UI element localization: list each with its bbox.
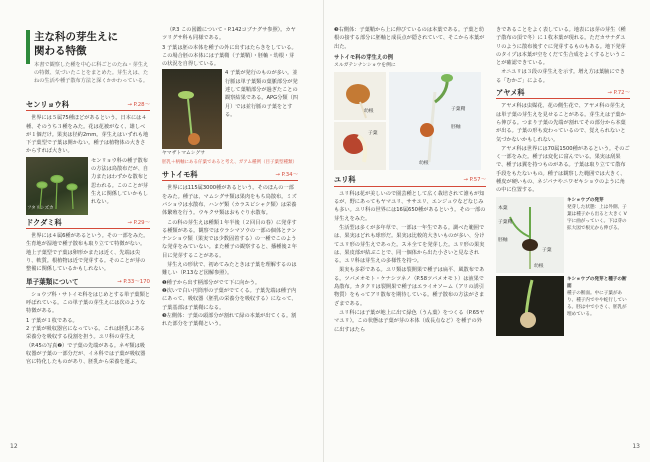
- yamazato-note: 胚乳＋柄軸にある仔葉であると考え、ガアム種例（目子葉型種類）: [162, 159, 297, 165]
- senryo-ref[interactable]: → P.28〜: [127, 102, 150, 108]
- tanshiyo-item-1: 1 子葉が１枚である。: [26, 317, 78, 324]
- label-yokon-2: 幼根: [419, 161, 429, 167]
- page-number-left: 12: [10, 443, 18, 450]
- kishoubu-photo-1: [496, 197, 564, 273]
- kishoubu-label-yokon: 幼根: [534, 263, 544, 269]
- yuri-text: ユリ科は花が美しいので園芸種として広く栽培されて誰もが知るが、野にあってもヤマユリ、ササユリ、エンジュウなどなじみも多い。ユリ科の世界には16属650種があるという。その一部の芽生えをみた。: [334, 190, 486, 222]
- label-haijiku: 胚軸: [451, 125, 461, 131]
- satoimo-step-3: ❸左側体：子葉の頭部分が割れて緑の本葉が出てくる。割れた部分を子葉鞘という。: [162, 312, 297, 328]
- label-shiyoushou: 子葉鞘: [451, 107, 466, 113]
- figure-title: サトイモ科の芽生えの例: [334, 54, 394, 61]
- ayame-header: [496, 89, 630, 99]
- tanshiyo-text: ショウブ科・サトイモ科をはじめとする単子葉類と呼ばれている。この単子葉の芽生えには次のような特徴がある。: [26, 291, 150, 315]
- mid-top-text: （P.3 この図鑑について・P.142コブナグサ参照）。カヤツリグサ科も同様である。: [162, 27, 296, 42]
- kishoubu-illustration-2: [496, 276, 564, 336]
- senryo-header: [26, 101, 150, 111]
- middle-column: [162, 26, 298, 328]
- title-accent-bar: [26, 30, 30, 64]
- tanshiyo-item-2: 2 子葉が吸収器官になっている。これは胚乳にある栄養分を吸収する役割を担う。ユリ科の芽生え（P.45の写真❷）で子葉の先端がある。ネギ類は吸収器が子葉の一部分だが、イネ科では子葉が吸収器官に特化したものがあり、胚乳から栄養を運ぶ。: [26, 326, 146, 366]
- senryo-photo-caption: フタリシズカ: [27, 205, 54, 211]
- kishoubu-caption-1: [567, 197, 630, 273]
- yuri-header: [334, 176, 486, 186]
- dokudami-header: [26, 219, 150, 229]
- kishoubu-label-shiyoushou: 子葉鞘: [498, 219, 513, 225]
- figure-photos: [334, 72, 486, 170]
- kishoubu-label-shiyou: 子葉: [542, 247, 552, 253]
- yuri-title: ユリ科: [334, 175, 356, 185]
- right-column-1: [334, 26, 486, 335]
- yuri-text-2: 生活型は多くが多年草で、一部は一年生である。調べた範囲では、果実はどれも球形だ。果実は比較的大きいものが多い、分けてユリ形の芽生えであった。スネ全てを発芽した。ユリ形の果実は、果皮部が結ぶことで、同一個体から出た小さいと見なされる。ユリ科は芽生えの多様性を持つ。: [334, 224, 485, 265]
- satoimo-ref[interactable]: → P.34〜: [275, 172, 298, 179]
- satoimo-text: 世界には115属3000種があるという。そのほんの一部をみた。種子は、マムシグサ類は果肉をもち鳥散布。ミズバショウは水散布、ハンゲ類（カラスビシャク類）は栄養体繁殖を行う。ウキクサ類はおもぐり水散布。: [162, 185, 297, 217]
- figure-subtitle: スルガテンナンショウを例に: [334, 63, 396, 69]
- kishoubu-label-honyo: 本葉: [498, 205, 508, 211]
- yuri-text-3: 果実も多彩である。ユリ類は裂開果で種子は扁平、風散布である。ツバメオモト・ケナシツネノ（P.58ツバメオモト）は液果で鳥散布。カタクリは裂開果で種子はエライオソーム（アリの誘引物質）をもってアリ散布を期待している。種子散布の方法がさまざまである。: [334, 267, 485, 307]
- tanshiyo-header: [26, 278, 150, 288]
- intro-text: 本書で観察した種を中心に科ごとのたね・芽生えの特徴、気づいたことをまとめた。芽生えは、たねの生活や種子散布方法と深くかかわっている。: [34, 62, 149, 84]
- kishoubu-block-1: [496, 197, 630, 273]
- yamazato-photo: [162, 69, 222, 149]
- left-page: [0, 0, 324, 462]
- col2-text-2: オニユリは３段の芽生えを示す。増え方は葉腋にできる「むかご」による。: [496, 69, 625, 84]
- kishoubu-caption-text: 発芽した状態：上は外側、子葉は種子から出ると大きく V 字に曲がっていく。下は芽の拡大図で根元から伸びる。: [567, 204, 627, 231]
- right-column-2: [496, 26, 630, 336]
- sprout-illustration: [162, 69, 222, 149]
- dokudami-ref[interactable]: → P.29〜: [127, 219, 150, 226]
- yamazato-caption: ヤマザトマムシグサ: [162, 151, 206, 157]
- tanshiyo-title: 単子葉類について: [26, 277, 79, 286]
- col2-top-text: きであることをよく表している。地表には芽の芽生（種子散布の頂で冬）に１枚本葉が現れる。ただカサナダユリのように散布後すぐに発芽するものもある。地下発芽のタイプは本葉が空をくだて生合成をよくするということが確認できている。: [496, 27, 626, 67]
- right-page: [324, 0, 650, 462]
- satoimo-step-1: ❶種子から出す柄部分がでて下に向かう。: [162, 279, 261, 286]
- tanshiyo-ref[interactable]: → P.33〜170: [117, 278, 150, 285]
- mid-item-3: 3 子葉は胚の本体を種子の外に出すはたらきをしている。この場合胚の本体には子葉鞘（子葉鞘）・胚軸・幼根・芽の状況を自得している。: [162, 44, 297, 68]
- label-yokon-1: 幼根: [364, 109, 374, 115]
- seedling-illustration-2: [389, 72, 481, 170]
- title-line-2: 関わる特徴: [34, 45, 87, 57]
- page-title: [34, 30, 118, 58]
- seed-illustration-2: [334, 122, 386, 170]
- satoimo-step-2: ❷次いで白い円筒形の子葉がでてくる。子葉先端は種子内にあって、吸収器（胚乳の栄養分を吸収する）になって、子葉基部は子葉鞘になる。: [162, 287, 297, 311]
- kishoubu-caption2-text: 種子の断面。中に子葉があり、種子内でやや蛇行している。胚は中で小さく、胚乳が埋めている。: [567, 290, 627, 317]
- senryo-text-2: センリョウ科の種子散布の方法は鳥散布だが、自力またはわずかな散布と思われる。このことが芽生えに関係していかもしれない。: [91, 157, 149, 206]
- ayame-ref[interactable]: → P.72〜: [607, 90, 630, 97]
- mid-item-4: 4 子葉が発行のものが多い。並行脈は単子葉類の葉脈部分が発達して葉鞘部分が過ぎたことの観察結果である。APG分類（四月）では並行脈の子葉をとする。: [225, 70, 298, 118]
- satoimo-header: [162, 171, 298, 181]
- kishoubu-block-2: [496, 276, 630, 336]
- figure-left-stack: [334, 72, 386, 170]
- kishoubu-caption-2: [567, 276, 630, 336]
- kishoubu-caption2-title: キショウブの発芽と種子の断面: [567, 276, 627, 289]
- label-shiyou: 子葉: [368, 131, 378, 137]
- kishoubu-caption-title: キショウブの発芽: [567, 197, 604, 203]
- page-number-right: 13: [632, 443, 640, 450]
- kishoubu-photo-2: [496, 276, 564, 336]
- satoimo-text-2: この科の芽生えは種類１年半後（２回目の春）に発芽する種類がある。観察ではウラシマソウの一部の個体とテンナンショウ類（果実では少数固着する）の一種でこのような発芽をみていない。また種子の観察すると、播種後２年目に発芽することがある。: [162, 219, 297, 259]
- dokudami-text: 世界には４属6種があるという。その一部をみた。生育地が湿地で種子散布も取り立てて特徴がない。地上子葉型で子葉は卵形かまたは近く、先端は尖り、軟質。根植物は近で発芽する。そのことが芽の整備に関係しているかもしれない。: [26, 233, 149, 273]
- ayame-text-2: アヤメ科は世界には70属1500種があるという。そのごく一部をみた。種子は変化に富んでいる。果実は刮果で、種子は翼を持つものがある。子葉は取り立てて散布手段をもたないもの。種子は観察した範囲では大きく、種皮が硬いもの、ネジバナやニワゼキショウのように角の中に位置する。: [496, 145, 630, 194]
- seedling-photo: [389, 72, 481, 170]
- seed-photo-1: [334, 72, 386, 120]
- kishoubu-label-haijiku: 胚軸: [498, 237, 508, 243]
- seed-illustration-1: [334, 72, 386, 120]
- yuri-text-4: ユリ科には子葉が地上に出て緑色（うん葉）をつくる（P.65ヤマユリ）。この状態は子葉が芽の本体（成長点など）を種子の外に出すはたら: [334, 309, 485, 333]
- senryo-title: センリョウ科: [26, 100, 69, 109]
- col1-top-text: ❸右側体：子葉鞘から上に伸びているのは本葉である。子葉と幼根の接する部分に胚軸と成長点が隠されていて、そこから本葉が出た。: [334, 27, 485, 50]
- left-column: [26, 98, 150, 367]
- satoimo-text-3: 芽生えの形状で、初めてみたときは子葉を理解するのは難しい（P.13など図解参照）。: [162, 262, 297, 277]
- title-line-1: 主な科の芽生えに: [34, 31, 118, 43]
- yuri-ref[interactable]: → P.57〜: [463, 177, 486, 184]
- dokudami-title: ドクダミ科: [26, 217, 62, 227]
- senryo-text: 世界には５属75種ほどがあるという。日本には４種、そのうち３種をみた。花は花被がなく、雄しべが１個だけ。果実は径約2mm。芽生えはいずれも地下子葉型で子葉は開かない。種子は植物体の大きさからすれば大きい。: [26, 115, 149, 155]
- senryo-photo: [26, 157, 88, 215]
- seed-photo-2: [334, 122, 386, 170]
- ayame-text: アヤメ科は虫媒花、花の側生花で、アヤメ科の芽生えは単子葉の芽生えを見せることがある。芽生えは子葉から伸びる。つまり子葉の先端が割れてその部分から本葉が出る。子葉の形も変わっているので、覚えられないと気づかないかもしれない。: [496, 103, 626, 143]
- ayame-title: アヤメ科: [496, 88, 525, 98]
- satoimo-title: サトイモ科: [162, 170, 198, 180]
